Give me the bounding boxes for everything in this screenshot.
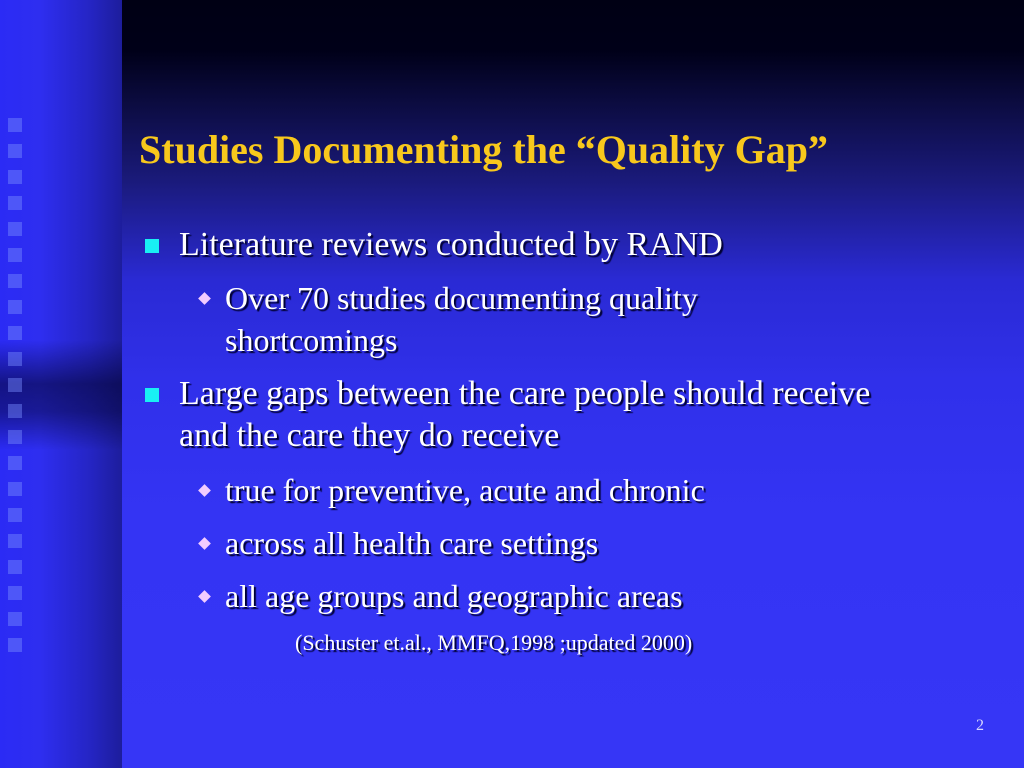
decorative-square	[8, 456, 22, 470]
decorative-square	[8, 378, 22, 392]
decorative-square	[8, 482, 22, 496]
decorative-square	[8, 352, 22, 366]
decorative-square	[8, 300, 22, 314]
sub-bullet-text: true for preventive, acute and chronic	[225, 472, 705, 508]
sub-bullet-text-continued: shortcomings	[225, 322, 398, 358]
sub-bullet-text: all age groups and geographic areas	[225, 578, 683, 614]
bullet-text: Large gaps between the care people should receive	[179, 375, 871, 412]
decorative-square	[8, 534, 22, 548]
bullet-text: Literature reviews conducted by RAND	[179, 226, 723, 263]
decorative-square	[8, 248, 22, 262]
decorative-square	[8, 404, 22, 418]
sub-bullet-text: across all health care settings	[225, 525, 599, 561]
decorative-square	[8, 326, 22, 340]
decorative-square	[8, 170, 22, 184]
decorative-square	[8, 118, 22, 132]
decorative-square	[8, 222, 22, 236]
decorative-square	[8, 612, 22, 626]
decorative-square	[8, 508, 22, 522]
decorative-square	[8, 560, 22, 574]
decorative-square	[8, 274, 22, 288]
bullet-text-continued: and the care they do receive	[179, 417, 560, 454]
square-bullet-icon	[145, 388, 159, 402]
slide-title: Studies Documenting the “Quality Gap”	[139, 127, 828, 172]
page-number: 2	[976, 717, 984, 734]
decorative-square	[8, 196, 22, 210]
citation: (Schuster et.al., MMFQ,1998 ;updated 2000)	[295, 630, 693, 655]
decorative-square	[8, 144, 22, 158]
decorative-square	[8, 430, 22, 444]
sub-bullet-text: Over 70 studies documenting quality	[225, 280, 698, 316]
decorative-square	[8, 586, 22, 600]
left-decorative-strip	[0, 0, 122, 768]
square-bullet-icon	[145, 239, 159, 253]
decorative-square	[8, 638, 22, 652]
